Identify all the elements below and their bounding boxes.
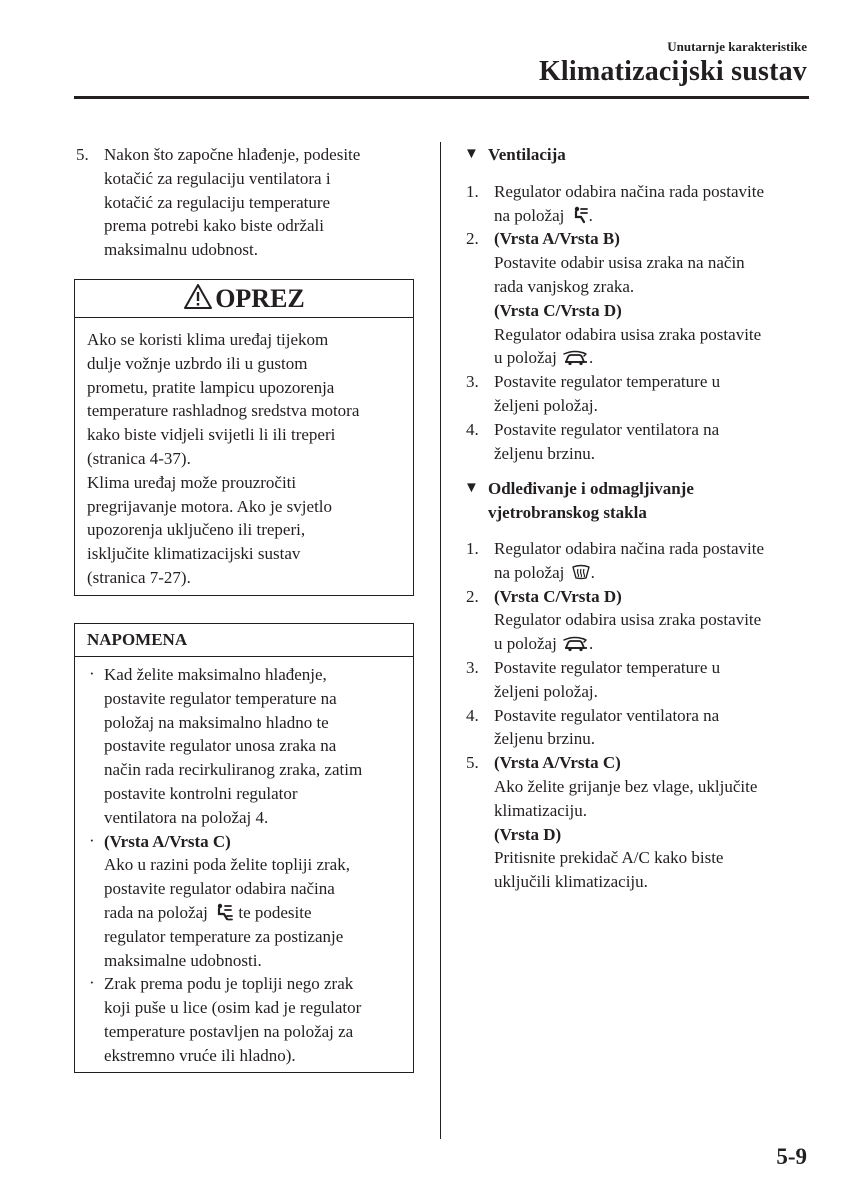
defrost-step-5: [464, 751, 812, 894]
section-label: Unutarnje karakteristike: [667, 39, 807, 54]
text-line: Postavite regulator temperature u: [494, 657, 721, 677]
text-line: postavite regulator temperature na: [104, 688, 337, 708]
text-line: Regulator odabira načina rada postavite: [494, 181, 764, 201]
text-fragment: rada na položaj: [104, 902, 208, 922]
page-number: 5-9: [776, 1144, 807, 1169]
text-line: temperature postavljen na položaj za: [104, 1021, 354, 1041]
step-number: 5.: [76, 145, 89, 164]
note-body: [75, 657, 413, 1068]
text-line: postavite regulator unosa zraka na: [104, 736, 337, 756]
text-line: Kad želite maksimalno hlađenje,: [104, 665, 327, 684]
text-fragment: na položaj: [494, 205, 565, 225]
text-line: željenu brzinu.: [494, 443, 596, 463]
text-line: ventilatora na položaj 4.: [104, 807, 269, 827]
page-title: Klimatizacijski sustav: [538, 56, 807, 87]
text-line: Postavite regulator temperature u: [494, 372, 721, 392]
step-number: 4.: [466, 705, 479, 725]
text-fragment: .: [589, 348, 594, 368]
outside-air-icon: [563, 636, 589, 652]
text-line: ekstremno vruće ili hladno).: [104, 1045, 296, 1065]
variant-heading: (Vrsta C/Vrsta D): [494, 586, 622, 606]
text-line: klimatizaciju.: [494, 800, 587, 820]
vent-step-4: [464, 418, 812, 466]
subheading-odledivanje: [464, 477, 812, 525]
text-fragment: .: [589, 634, 594, 654]
text-line: željenu brzinu.: [494, 729, 596, 749]
subheading-title: Ventilacija: [488, 145, 566, 164]
step-number: 3.: [466, 372, 479, 392]
bullet-dot: ·: [89, 664, 95, 683]
text-line: (stranica 4-37).: [87, 448, 191, 468]
subheading-title: Odleđivanje i odmagljivanje: [488, 479, 694, 499]
caution-title: OPREZ: [215, 284, 305, 313]
variant-heading: (Vrsta A/Vrsta C): [494, 753, 621, 773]
text-line: [494, 561, 812, 585]
note-box: [74, 623, 414, 1073]
text-line: postavite kontrolni regulator: [104, 783, 298, 803]
bullet-dot: ·: [89, 973, 95, 993]
text-line: rada vanjskog zraka.: [494, 276, 635, 296]
text-line: postavite regulator odabira načina: [104, 879, 335, 899]
text-line: način rada recirkuliranog zraka, zatim: [104, 760, 363, 780]
step-number: 1.: [466, 181, 479, 201]
text-line: Postavite regulator ventilatora na: [494, 419, 720, 439]
step-number: 3.: [466, 657, 479, 677]
note-bullet: [87, 972, 405, 1067]
variant-heading: (Vrsta A/Vrsta C): [104, 831, 231, 851]
text-line: kotačić za regulaciju ventilatora i: [104, 168, 331, 188]
windshield-defrost-icon: [571, 564, 591, 581]
text-line: [104, 901, 405, 925]
text-fragment: te podesite: [238, 902, 312, 922]
text-line: prema potrebi kako biste održali: [104, 216, 324, 236]
step-number: 5.: [466, 753, 479, 773]
subheading-title: vjetrobranskog stakla: [488, 503, 647, 523]
variant-heading: (Vrsta A/Vrsta B): [494, 229, 620, 249]
text-line: Postavite odabir usisa zraka na način: [494, 253, 745, 273]
text-line: kako biste vidjeli svijetli li ili treperi: [87, 425, 336, 445]
text-line: [494, 204, 812, 228]
warning-triangle-icon: [183, 283, 213, 310]
variant-heading: (Vrsta D): [494, 824, 562, 844]
note-bullet: [87, 663, 405, 830]
text-line: Regulator odabira načina rada postavite: [494, 538, 764, 558]
text-line: Regulator odabira usisa zraka postavite: [494, 324, 762, 344]
text-line: regulator temperature za postizanje: [104, 926, 344, 946]
text-line: Ako u razini poda želite topliji zrak,: [104, 855, 350, 875]
triangle-down-icon: ▼: [464, 146, 479, 162]
step-number: 1.: [466, 538, 479, 558]
triangle-down-icon: ▼: [464, 480, 479, 497]
text-line: željeni položaj.: [494, 681, 598, 701]
vent-step-2: [464, 227, 812, 370]
text-line: Klima uređaj može prouzročiti: [87, 472, 297, 492]
text-fragment: na položaj: [494, 562, 565, 582]
variant-heading: (Vrsta C/Vrsta D): [494, 300, 622, 320]
text-line: željeni položaj.: [494, 395, 598, 415]
text-line: Regulator odabira usisa zraka postavite: [494, 610, 762, 630]
defrost-step-2: [464, 585, 812, 656]
text-line: maksimalnu udobnost.: [104, 240, 258, 260]
text-line: Postavite regulator ventilatora na: [494, 705, 720, 725]
step-number: 2.: [466, 586, 479, 606]
text-fragment: u položaj: [494, 634, 557, 654]
floor-face-mode-icon: [214, 903, 234, 921]
text-line: [494, 346, 812, 370]
text-line: temperature rashladnog sredstva motora: [87, 401, 360, 421]
text-line: uključili klimatizaciju.: [494, 872, 648, 892]
text-line: dulje vožnje uzbrdo ili u gustom: [87, 353, 308, 373]
text-line: koji puše u lice (osim kad je regulator: [104, 998, 362, 1018]
caution-box: [74, 279, 414, 596]
text-fragment: .: [588, 205, 593, 225]
text-line: maksimalne udobnosti.: [104, 950, 262, 970]
vent-step-3: [464, 370, 812, 418]
right-column: [464, 143, 812, 894]
defrost-step-4: [464, 704, 812, 752]
text-line: prometu, pratite lampicu upozorenja: [87, 377, 335, 397]
text-line: pregrijavanje motora. Ako je svjetlo: [87, 496, 333, 516]
text-line: upozorenja uključeno ili treperi,: [87, 520, 306, 540]
text-line: Pritisnite prekidač A/C kako biste: [494, 848, 724, 868]
text-line: Zrak prema podu je topliji nego zrak: [104, 974, 354, 994]
header-rule: [74, 96, 809, 99]
caution-header: [75, 280, 413, 318]
defrost-step-1: [464, 537, 812, 585]
left-step-5: [74, 143, 446, 262]
text-line: Nakon što započne hlađenje, podesite: [104, 145, 361, 164]
text-line: Ako se koristi klima uređaj tijekom: [87, 330, 329, 349]
note-bullet: [87, 830, 405, 973]
vent-step-1: [464, 180, 812, 228]
text-line: kotačić za regulaciju temperature: [104, 192, 331, 212]
text-fragment: u položaj: [494, 348, 557, 368]
text-fragment: .: [590, 562, 595, 582]
outside-air-icon: [563, 350, 589, 366]
text-line: (stranica 7-27).: [87, 567, 191, 587]
text-line: Ako želite grijanje bez vlage, uključite: [494, 776, 758, 796]
step-number: 4.: [466, 419, 479, 439]
face-mode-icon: [571, 206, 589, 224]
text-line: položaj na maksimalno hladno te: [104, 712, 329, 732]
caution-body: [75, 318, 413, 590]
column-divider: [440, 142, 441, 1139]
defrost-step-3: [464, 656, 812, 704]
note-header: NAPOMENA: [75, 624, 413, 657]
subheading-ventilacija: [464, 143, 812, 167]
bullet-dot: ·: [89, 830, 95, 850]
text-line: [494, 632, 812, 656]
text-line: isključite klimatizacijski sustav: [87, 544, 301, 564]
step-number: 2.: [466, 229, 479, 249]
